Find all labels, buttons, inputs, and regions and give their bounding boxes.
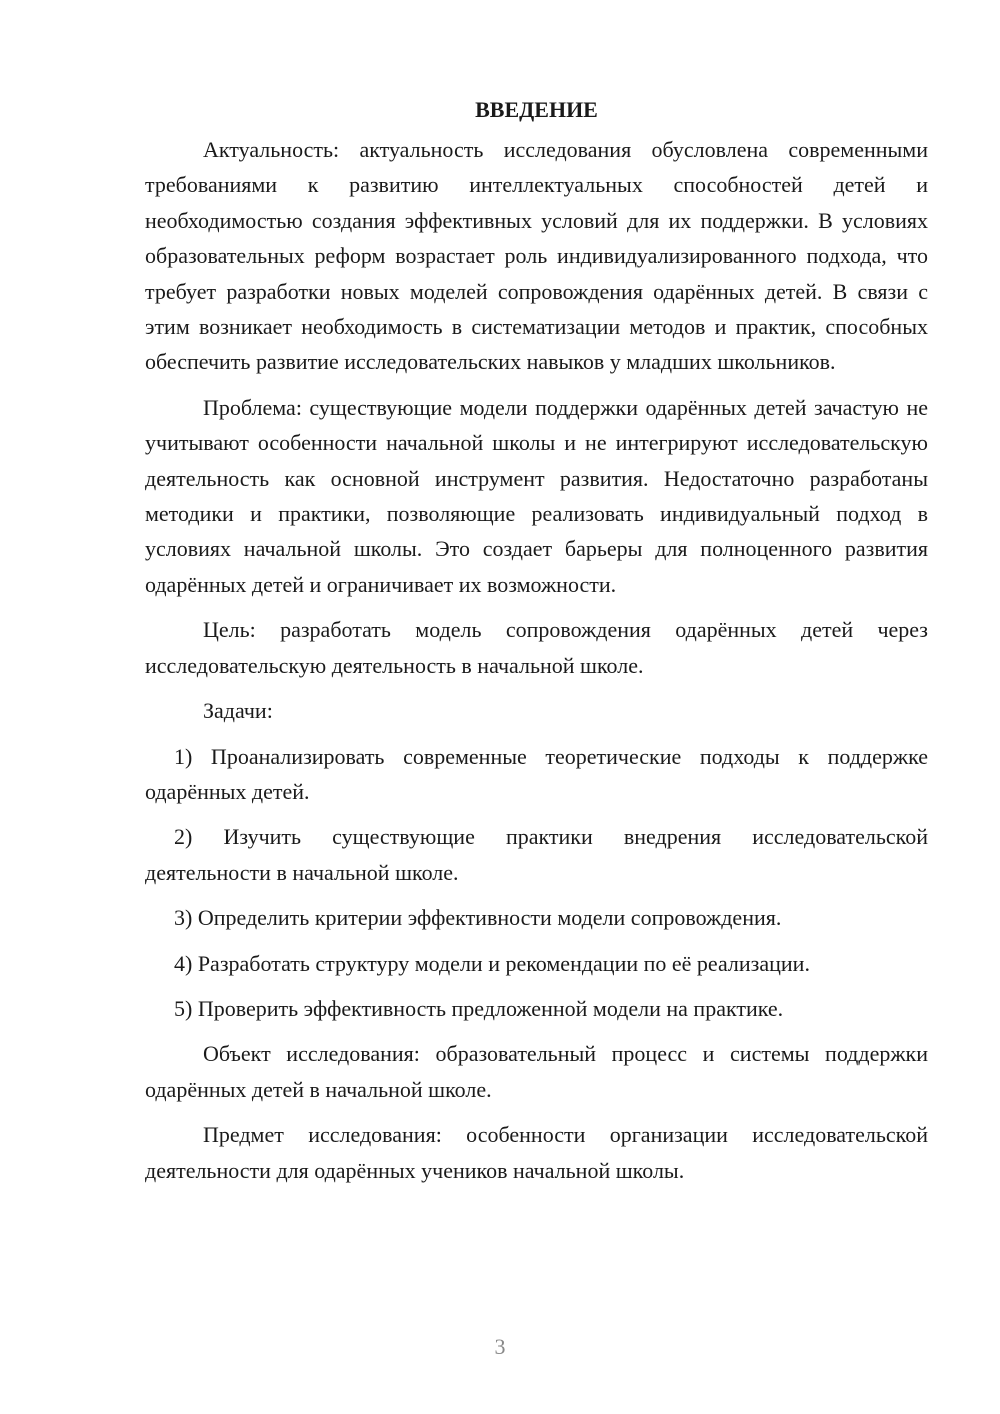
paragraph-goal: Цель: разработать модель сопровождения одарённых детей через исследовательскую деятельность в начальной школе. [145, 617, 928, 678]
task-item-1: 1) Проанализировать современные теоретические подходы к поддержке одарённых детей. [145, 743, 928, 804]
page-title: ВВЕДЕНИЕ [475, 97, 598, 122]
paragraph-object: Объект исследования: образовательный процесс и системы поддержки одарённых детей в начальной школе. [145, 1041, 928, 1102]
tasks-heading: Задачи: [203, 698, 273, 724]
paragraph-subject: Предмет исследования: особенности организации исследовательской деятельности для одарённых учеников начальной школы. [145, 1122, 928, 1183]
paragraph-relevance: Актуальность: актуальность исследования обусловлена современными требованиями к развитию интеллектуальных способностей детей и необходимостью создания эффективных условий для их поддержки. В условиях образовательных реформ возрастает роль индивидуализированного подхода, что требует разработки новых моделей сопровождения одарённых детей. В связи с этим возникает необходимость в систематизации методов и практик, способных обеспечить развитие исследовательских навыков у младших школьников. [145, 137, 928, 375]
page-content [145, 92, 928, 1198]
task-item-5: 5) Проверить эффективность предложенной модели на практике. [174, 995, 784, 1021]
task-item-3: 3) Определить критерии эффективности модели сопровождения. [174, 905, 782, 931]
task-item-4: 4) Разработать структуру модели и рекомендации по её реализации. [174, 950, 810, 976]
task-item-2: 2) Изучить существующие практики внедрения исследовательской деятельности в начальной школе. [145, 824, 928, 885]
paragraph-problem: Проблема: существующие модели поддержки одарённых детей зачастую не учитывают особенности начальной школы и не интегрируют исследовательскую деятельность как основной инструмент развития. Недостаточно разработаны методики и практики, позволяющие реализовать индивидуальный подход в условиях начальной школы. Это создает барьеры для полноценного развития одарённых детей и ограничивает их возможности. [145, 394, 928, 597]
page-number: 3 [494, 1334, 506, 1359]
